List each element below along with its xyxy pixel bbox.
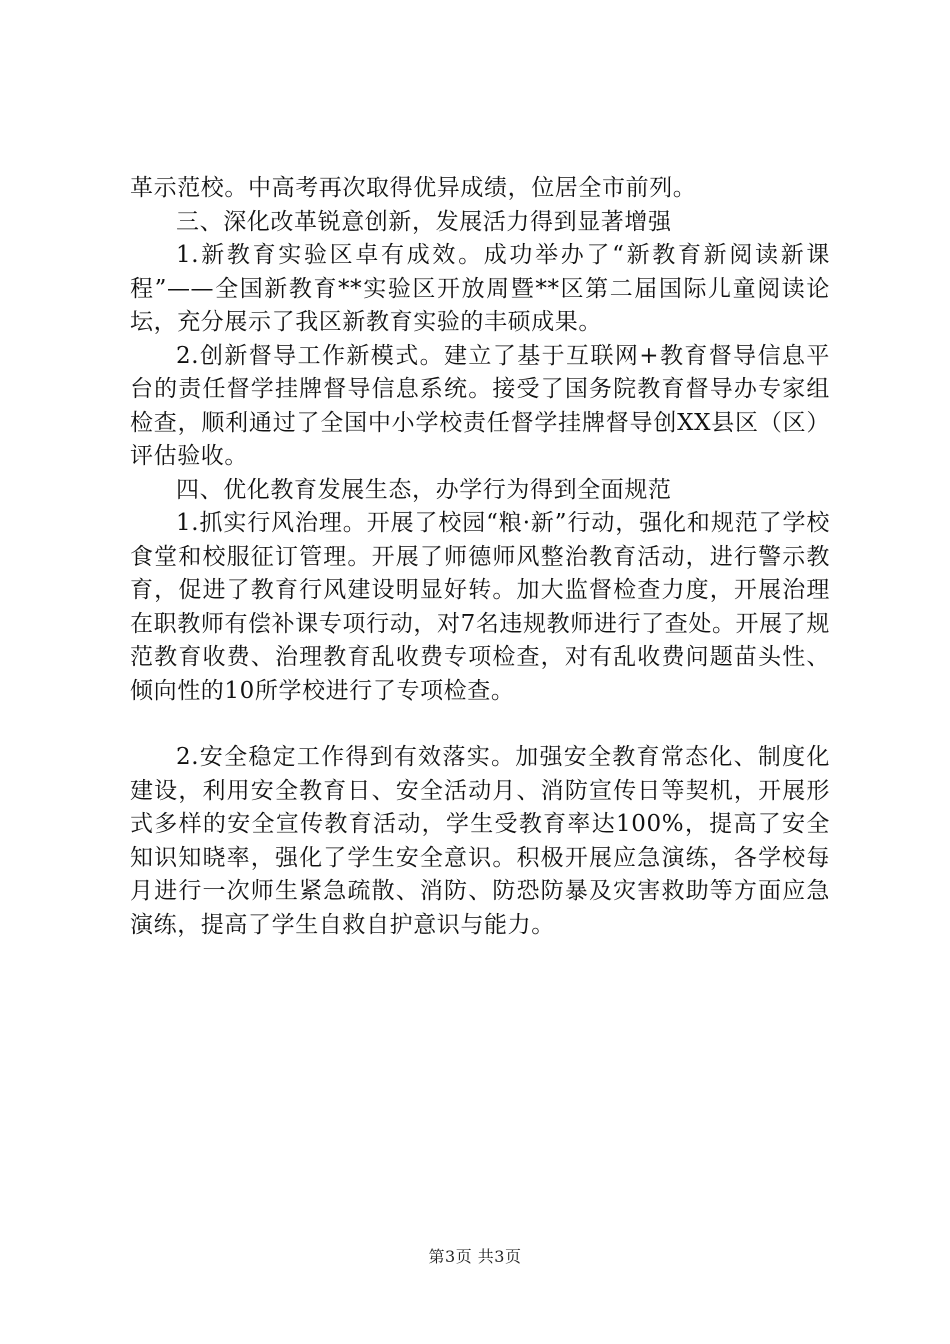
paragraph-safety: 2.安全稳定工作得到有效落实。加强安全教育常态化、制度化建设，利用安全教育日、安全活动月、消防宣传日等契机，开展形式多样的安全宣传教育活动，学生受教育率达100%，提高了安全知识知晓率，强化了学生安全意识。积极开展应急演练，各学校每月进行一次师生紧急疏散、消防、防恐防暴及灾害救助等方面应急演练，提高了学生自救自护意识与能力。 [130, 744, 830, 938]
paragraph-continuation: 革示范校。中高考再次取得优异成绩，位居全市前列。 [130, 175, 697, 201]
paragraph-new-education: 1.新教育实验区卓有成效。成功举办了“新教育新阅读新课程”——全国新教育**实验区开放周暨**区第二届国际儿童阅读论坛，充分展示了我区新教育实验的丰硕成果。 [130, 242, 830, 335]
paragraph-conduct: 1.抓实行风治理。开展了校园“粮·新”行动，强化和规范了学校食堂和校服征订管理。开展了师德师风整治教育活动，进行警示教育，促进了教育行风建设明显好转。加大监督检查力度，开展治理在职教师有偿补课专项行动，对7名违规教师进行了查处。开展了规范教育收费、治理教育乱收费专项检查，对有乱收费问题苗头性、倾向性的10所学校进行了专项检查。 [130, 510, 830, 704]
section-heading-4: 四、优化教育发展生态，办学行为得到全面规范 [176, 476, 672, 503]
paragraph-supervision: 2.创新督导工作新模式。建立了基于互联网+教育督导信息平台的责任督学挂牌督导信息系统。接受了国务院教育督导办专家组检查，顺利通过了全国中小学校责任督学挂牌督导创XX县区（区）评估验收。 [130, 342, 830, 469]
section-heading-3: 三、深化改革锐意创新，发展活力得到显著增强 [176, 208, 672, 235]
page-number-footer: 第3页 共3页 [428, 1247, 522, 1266]
document-body [130, 172, 830, 942]
